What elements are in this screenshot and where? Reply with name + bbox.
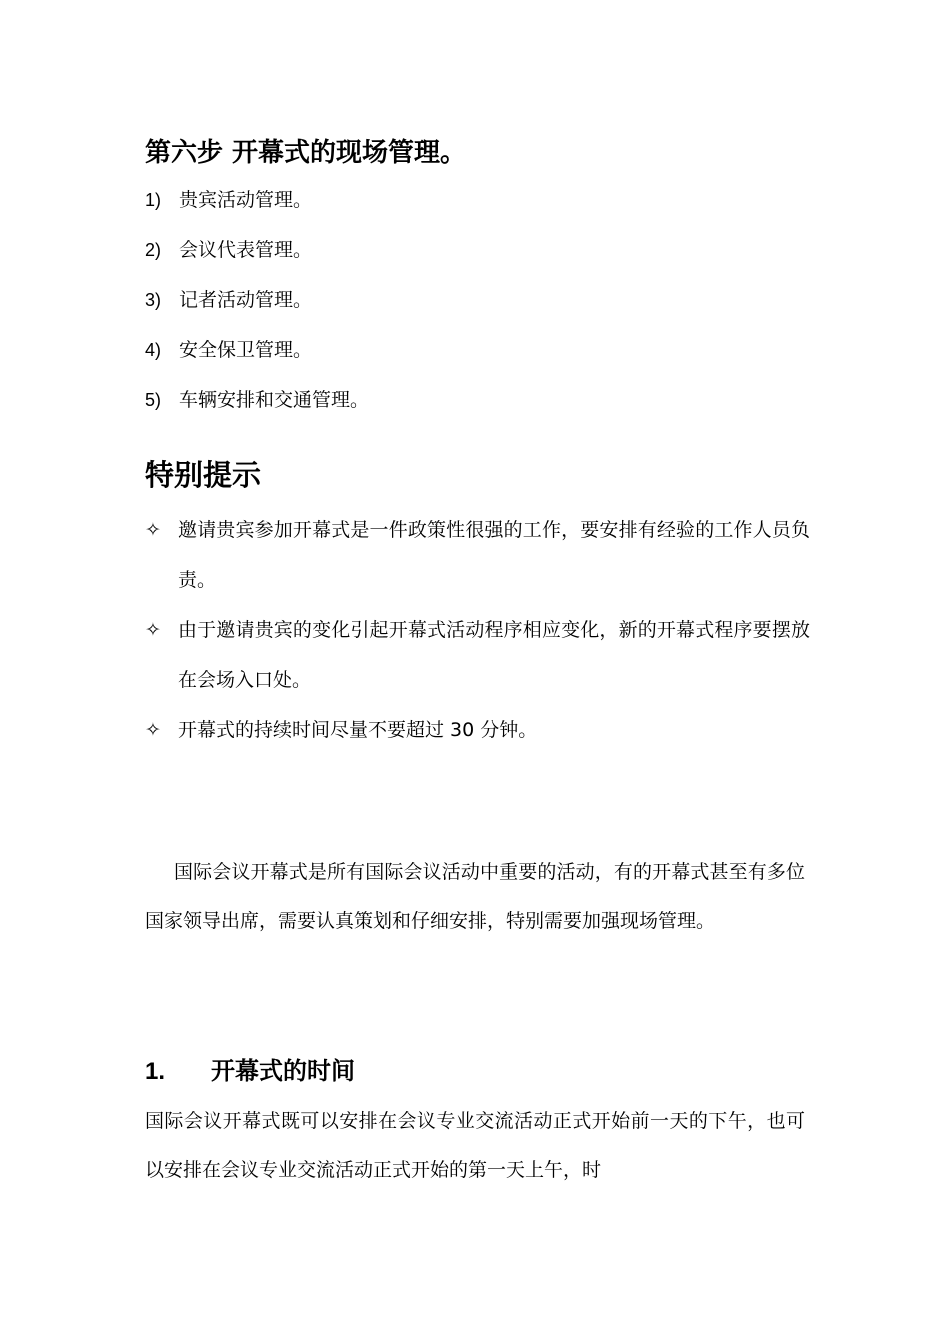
intro-paragraph: 国际会议开幕式是所有国际会议活动中重要的活动，有的开幕式甚至有多位国家领导出席，需要认真策划和仔细安排，特别需要加强现场管理。 <box>145 861 805 932</box>
section-body: 国际会议开幕式既可以安排在会议专业交流活动正式开始前一天的下午，也可以安排在会议专业交流活动正式开始的第一天上午，时 <box>145 1110 805 1181</box>
list-item-text: 车辆安排和交通管理。 <box>179 389 370 411</box>
list-item-number: 5) <box>145 390 162 410</box>
section-number: 1. <box>145 1058 166 1085</box>
tip-item <box>145 505 810 605</box>
tip-item <box>145 705 810 755</box>
section-heading <box>145 1052 355 1091</box>
list-item <box>145 382 805 432</box>
list-item <box>145 182 805 232</box>
tip-text: 由于邀请贵宾的变化引起开幕式活动程序相应变化，新的开幕式程序要摆放在会场入口处。 <box>178 619 810 691</box>
diamond-bullet-icon: ✧ <box>145 519 161 541</box>
diamond-bullet-icon: ✧ <box>145 719 161 741</box>
list-item <box>145 332 805 382</box>
list-item <box>145 282 805 332</box>
tips-heading: 特别提示 <box>145 458 262 492</box>
step-heading: 第六步 开幕式的现场管理。 <box>145 138 467 168</box>
list-item-number: 3) <box>145 290 162 310</box>
step-list <box>145 182 805 432</box>
list-item <box>145 232 805 282</box>
list-item-number: 4) <box>145 340 162 360</box>
tip-item <box>145 605 810 705</box>
tip-text: 邀请贵宾参加开幕式是一件政策性很强的工作，要安排有经验的工作人员负责。 <box>178 519 810 591</box>
tip-text: 开幕式的持续时间尽量不要超过 30 分钟。 <box>178 719 538 741</box>
list-item-text: 记者活动管理。 <box>179 289 313 311</box>
section-title: 开幕式的时间 <box>211 1057 355 1085</box>
list-item-number: 1) <box>145 190 162 210</box>
diamond-bullet-icon: ✧ <box>145 619 161 641</box>
list-item-text: 安全保卫管理。 <box>179 339 313 361</box>
list-item-text: 贵宾活动管理。 <box>179 189 313 211</box>
tips-list <box>145 505 810 755</box>
list-item-number: 2) <box>145 240 162 260</box>
list-item-text: 会议代表管理。 <box>179 239 313 261</box>
